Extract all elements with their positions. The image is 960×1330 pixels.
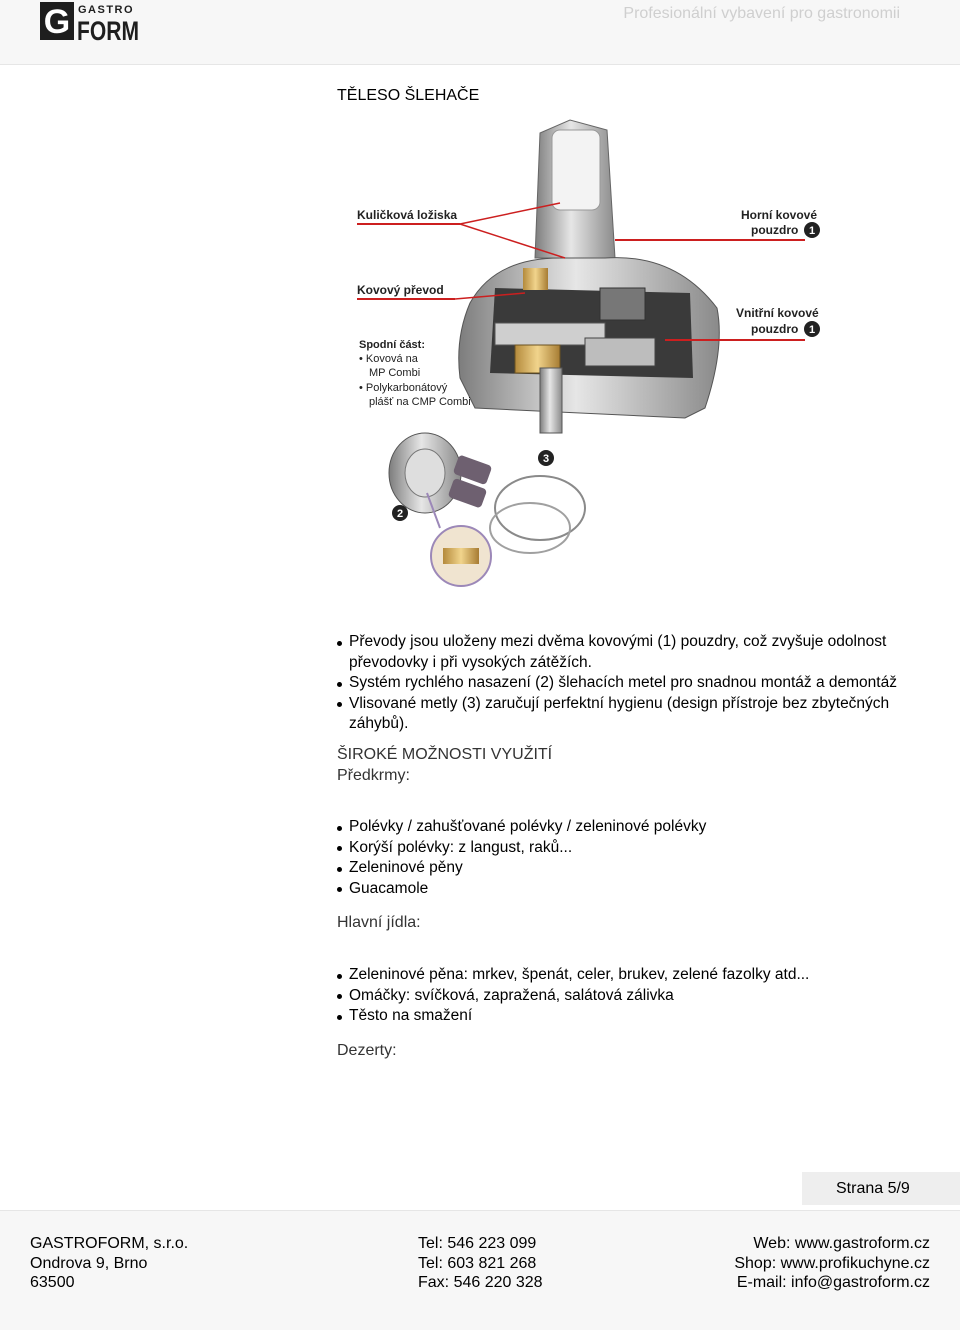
label-upper-housing-2: pouzdro	[751, 223, 799, 237]
footer-zip: 63500	[30, 1274, 75, 1291]
list-item: Guacamole	[337, 879, 706, 900]
list-item: Zeleninové pěna: mrkev, špenát, celer, brukev, zelené fazolky atd...	[337, 965, 809, 986]
label-bottom-line1: • Kovová na	[359, 353, 418, 365]
svg-text:3: 3	[542, 453, 550, 465]
footer-street: Ondrova 9, Brno	[30, 1254, 148, 1272]
section-title: TĚLESO ŠLEHAČE	[337, 87, 480, 104]
label-inner-housing-1: Vnitřní kovové	[736, 306, 819, 320]
footer-email[interactable]: E-mail: info@gastroform.cz	[736, 1274, 930, 1291]
label-inner-housing-2: pouzdro	[751, 322, 799, 336]
footer-fax: Fax: 546 220 328	[418, 1274, 543, 1291]
label-bottom-title: Spodní část:	[359, 339, 426, 351]
footer-tel1: Tel: 546 223 099	[418, 1235, 537, 1252]
page-footer	[0, 1210, 960, 1330]
list-item: Systém rychlého nasazení (2) šlehacích metel pro snadnou montáž a demontáž	[337, 673, 927, 694]
logo-letter: G	[43, 3, 71, 41]
list-item: Omáčky: svíčková, zapražená, salátová zálivka	[337, 986, 809, 1007]
footer-company: GASTROFORM, s.r.o.	[30, 1235, 189, 1252]
footer-phones	[418, 1234, 543, 1293]
label-ball-bearings: Kuličková ložiska	[357, 208, 458, 222]
label-metal-gear: Kovový převod	[357, 283, 444, 297]
page-header	[0, 0, 960, 65]
list-item: Polévky / zahušťované polévky / zeleninové polévky	[337, 817, 706, 838]
footer-address	[30, 1234, 188, 1293]
header-tagline: Profesionální vybavení pro gastronomii	[623, 5, 900, 22]
whisk-body-illustration	[345, 108, 835, 598]
footer-tel2: Tel: 603 821 268	[418, 1254, 537, 1272]
features-list	[337, 632, 927, 735]
starters-heading: Předkrmy:	[337, 767, 410, 784]
footer-shop[interactable]: Shop: www.profikuchyne.cz	[734, 1254, 930, 1272]
svg-text:1: 1	[808, 324, 816, 336]
svg-text:2: 2	[396, 508, 404, 520]
logo-small-text: GASTRO	[78, 4, 135, 16]
svg-text:1: 1	[808, 225, 816, 237]
list-item: Korýší polévky: z langust, raků...	[337, 838, 706, 859]
label-bottom-line3: • Polykarbonátový	[359, 382, 448, 394]
page-number: Strana 5/9	[836, 1180, 910, 1197]
list-item: Převody jsou uloženy mezi dvěma kovovými (1) pouzdry, což zvyšuje odolnost převodovky i při vysokých zátěžích.	[337, 632, 927, 673]
gastroform-logo	[40, 2, 140, 46]
label-bottom-line4: plášť na CMP Combi	[369, 396, 471, 408]
footer-web[interactable]: Web: www.gastroform.cz	[753, 1235, 930, 1252]
label-bottom-line2: MP Combi	[369, 367, 421, 379]
footer-links	[734, 1234, 930, 1293]
starters-list	[337, 817, 706, 899]
mains-list	[337, 965, 809, 1027]
desserts-heading: Dezerty:	[337, 1042, 397, 1059]
list-item: Zeleninové pěny	[337, 858, 706, 879]
mains-heading: Hlavní jídla:	[337, 914, 421, 931]
list-item: Těsto na smažení	[337, 1006, 809, 1027]
label-upper-housing-1: Horní kovové	[741, 208, 818, 222]
usage-heading: ŠIROKÉ MOŽNOSTI VYUŽITÍ	[337, 746, 553, 763]
list-item: Vlisované metly (3) zaručují perfektní hygienu (design přístroje bez zbytečných záhybů).	[337, 694, 927, 735]
logo-big-text: FORM	[77, 16, 139, 46]
